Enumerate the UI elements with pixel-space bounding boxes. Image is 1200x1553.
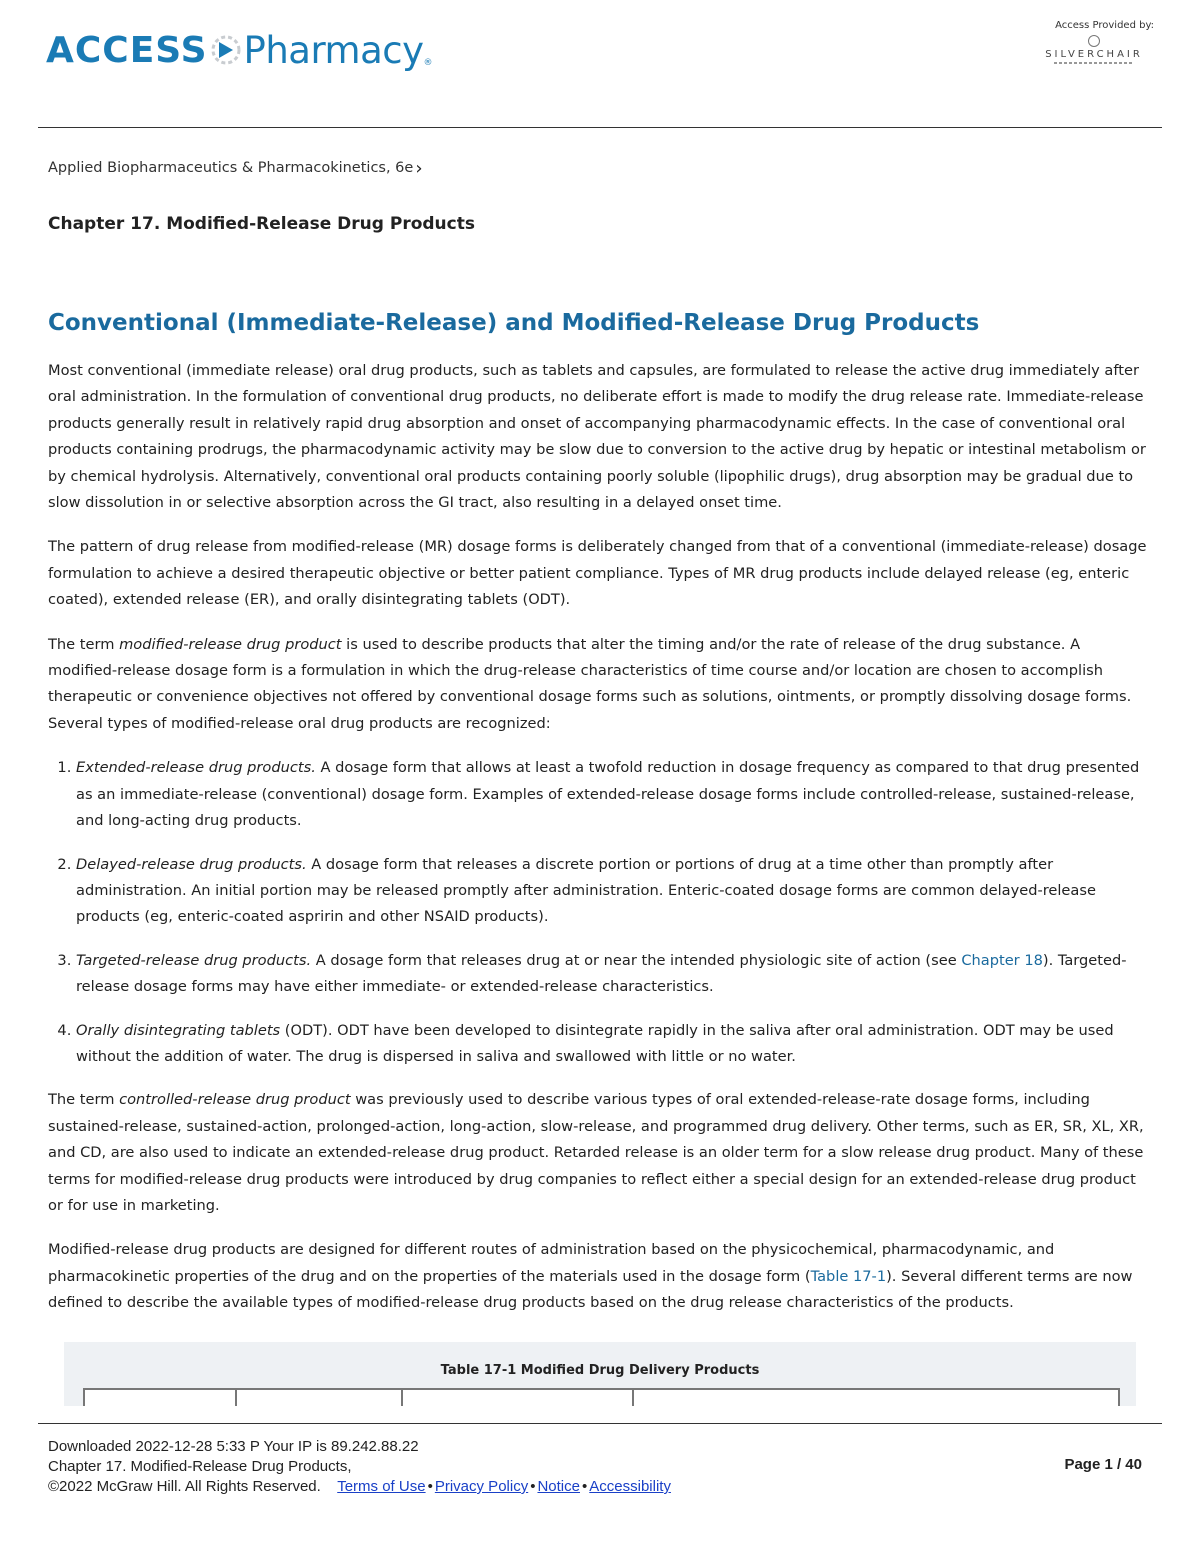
logo-access-text: ACCESS [46,29,208,71]
notice-link[interactable]: Notice [537,1478,580,1495]
paragraph: Modified-release drug products are designed for different routes of administration based on the physicochemical, pharmacodynamic, and pharmacokinetic properties of the drug and on the properties of the materials used in the dosage form (Table 17-1). Several different terms are now defined to describe the available types of modified-release drug products based on the drug release characteristics of the products. [48,1241,1133,1312]
table-17-1 [64,1342,1136,1406]
logo-registered-mark: ® [423,58,433,68]
page-footer [48,1437,1152,1497]
modified-release-types-list [48,755,1152,1070]
table-header-row [83,1388,1120,1406]
table-cell [235,1390,401,1406]
footer-chapter: Chapter 17. Modified-Release Drug Products, [48,1458,352,1475]
provider-name: SILVERCHAIR [1045,49,1143,60]
accesspharmacy-logo[interactable] [46,22,432,78]
table-17-1-link[interactable]: Table 17-1 [810,1267,887,1285]
copyright: ©2022 McGraw Hill. All Rights Reserved. [48,1478,321,1495]
list-item: 4. Orally disintegrating tablets (ODT). ODT have been developed to disintegrate rapidly in the saliva after oral administration. ODT may be used without the addition of water. The drug is dispersed in saliva and swallowed with little or no water. [76,1018,1152,1071]
provider-label: Access Provided by: [1055,20,1154,31]
paragraph: The term controlled-release drug product was previously used to describe various types of oral extended-release-rate dosage forms, including sustained-release, sustained-action, prolonged-action, long-action, slow-release, and programmed drug delivery. Other terms, such as ER, SR, XL, XR, and CD, are also used to indicate an extended-release drug product. Retarded release is an older term for a slow release drug product. Many of these terms for modified-release drug products were introduced by drug companies to reflect either a special design for an extended-release drug product or for use in marketing. [48,1091,1144,1214]
main-content [48,150,1152,1331]
paragraph: The term modified-release drug product is used to describe products that alter the timing and/or the rate of release of the drug substance. A modified-release dosage form is a formulation in which the drug-release characteristics of time course and/or location are chosen to accomplish therapeutic or convenience objectives not offered by conventional dosage forms such as solutions, ointments, or promptly dissolving dosage forms. Several types of modified-release oral drug products are recognized: [48,635,1132,732]
term-emphasis: controlled-release drug product [119,1091,351,1109]
table-cell [401,1390,632,1406]
privacy-policy-link[interactable]: Privacy Policy [434,1478,529,1495]
chapter-18-link[interactable]: Chapter 18 [961,951,1043,969]
list-item: 3. Targeted-release drug products. A dosage form that releases drug at or near the intended physiologic site of action (see Chapter 18). Targeted-release dosage forms may have either immediate- or extended-release characteristics. [76,948,1152,1001]
term-emphasis: modified-release drug product [119,635,342,653]
paragraph: Most conventional (immediate release) oral drug products, such as tablets and capsules, are formulated to release the active drug immediately after oral administration. In the formulation of conventional drug products, no deliberate effort is made to modify the drug release rate. Immediate-release products generally result in relatively rapid drug absorption and onset of accompanying pharmacodynamic effects. In the case of conventional oral products containing prodrugs, the pharmacodynamic activity may be slow due to conversion to the active drug by hepatic or intestinal metabolism or by chemical hydrolysis. Alternatively, conventional oral products containing poorly soluble (lipophilic drugs), drug absorption may be gradual due to slow dissolution in or selective absorption across the GI tract, also resulting in a delayed onset time. [48,362,1146,512]
provider-tagline-decoration [1054,62,1134,64]
terms-of-use-link[interactable]: Terms of Use [337,1478,426,1495]
list-item: 2. Delayed-release drug products. A dosage form that releases a discrete portion or portions of drug at a time other than promptly after administration. An initial portion may be released promptly after administration. Enteric-coated dosage forms are common delayed-release products (eg, enteric-coated aspririn and other NSAID products). [76,852,1152,931]
separator: • [530,1478,536,1495]
section-title: Conventional (Immediate-Release) and Modified-Release Drug Products [48,310,980,336]
footer-divider [38,1423,1162,1424]
header-divider [38,127,1162,128]
breadcrumb-book[interactable]: Applied Biopharmaceutics & Pharmacokinetics, 6e [48,160,414,176]
list-item: 1. Extended-release drug products. A dosage form that allows at least a twofold reduction in dosage frequency as compared to that drug presented as an immediate-release (conventional) dosage form. Examples of extended-release dosage forms include controlled-release, sustained-release, and long-acting drug products. [76,755,1152,834]
logo-gear-arrow-icon [211,30,241,70]
accessibility-link[interactable]: Accessibility [589,1478,671,1495]
table-cell [632,1390,1118,1406]
table-caption: Table 17-1 Modified Drug Delivery Products [440,1363,760,1378]
chapter-title: Chapter 17. Modified-Release Drug Products [48,214,475,234]
access-provider [1034,20,1154,66]
footer-legal [48,1477,1152,1497]
provider-seal-icon [1088,35,1100,47]
separator: • [582,1478,588,1495]
page-header [0,0,1200,128]
breadcrumb [48,150,1152,186]
download-info: Downloaded 2022-12-28 5:33 P Your IP is 89.242.88.22 [48,1438,419,1455]
page-number: Page 1 / 40 [1064,1456,1142,1473]
chevron-right-icon: › [415,157,423,179]
separator: • [427,1478,433,1495]
paragraph: The pattern of drug release from modified-release (MR) dosage forms is deliberately changed from that of a conventional (immediate-release) dosage formulation to achieve a desired therapeutic objective or better patient compliance. Types of MR drug products include delayed release (eg, enteric coated), extended release (ER), and orally disintegrating tablets (ODT). [48,538,1147,609]
logo-pharmacy-text: Pharmacy [243,28,424,72]
table-cell [85,1390,235,1406]
